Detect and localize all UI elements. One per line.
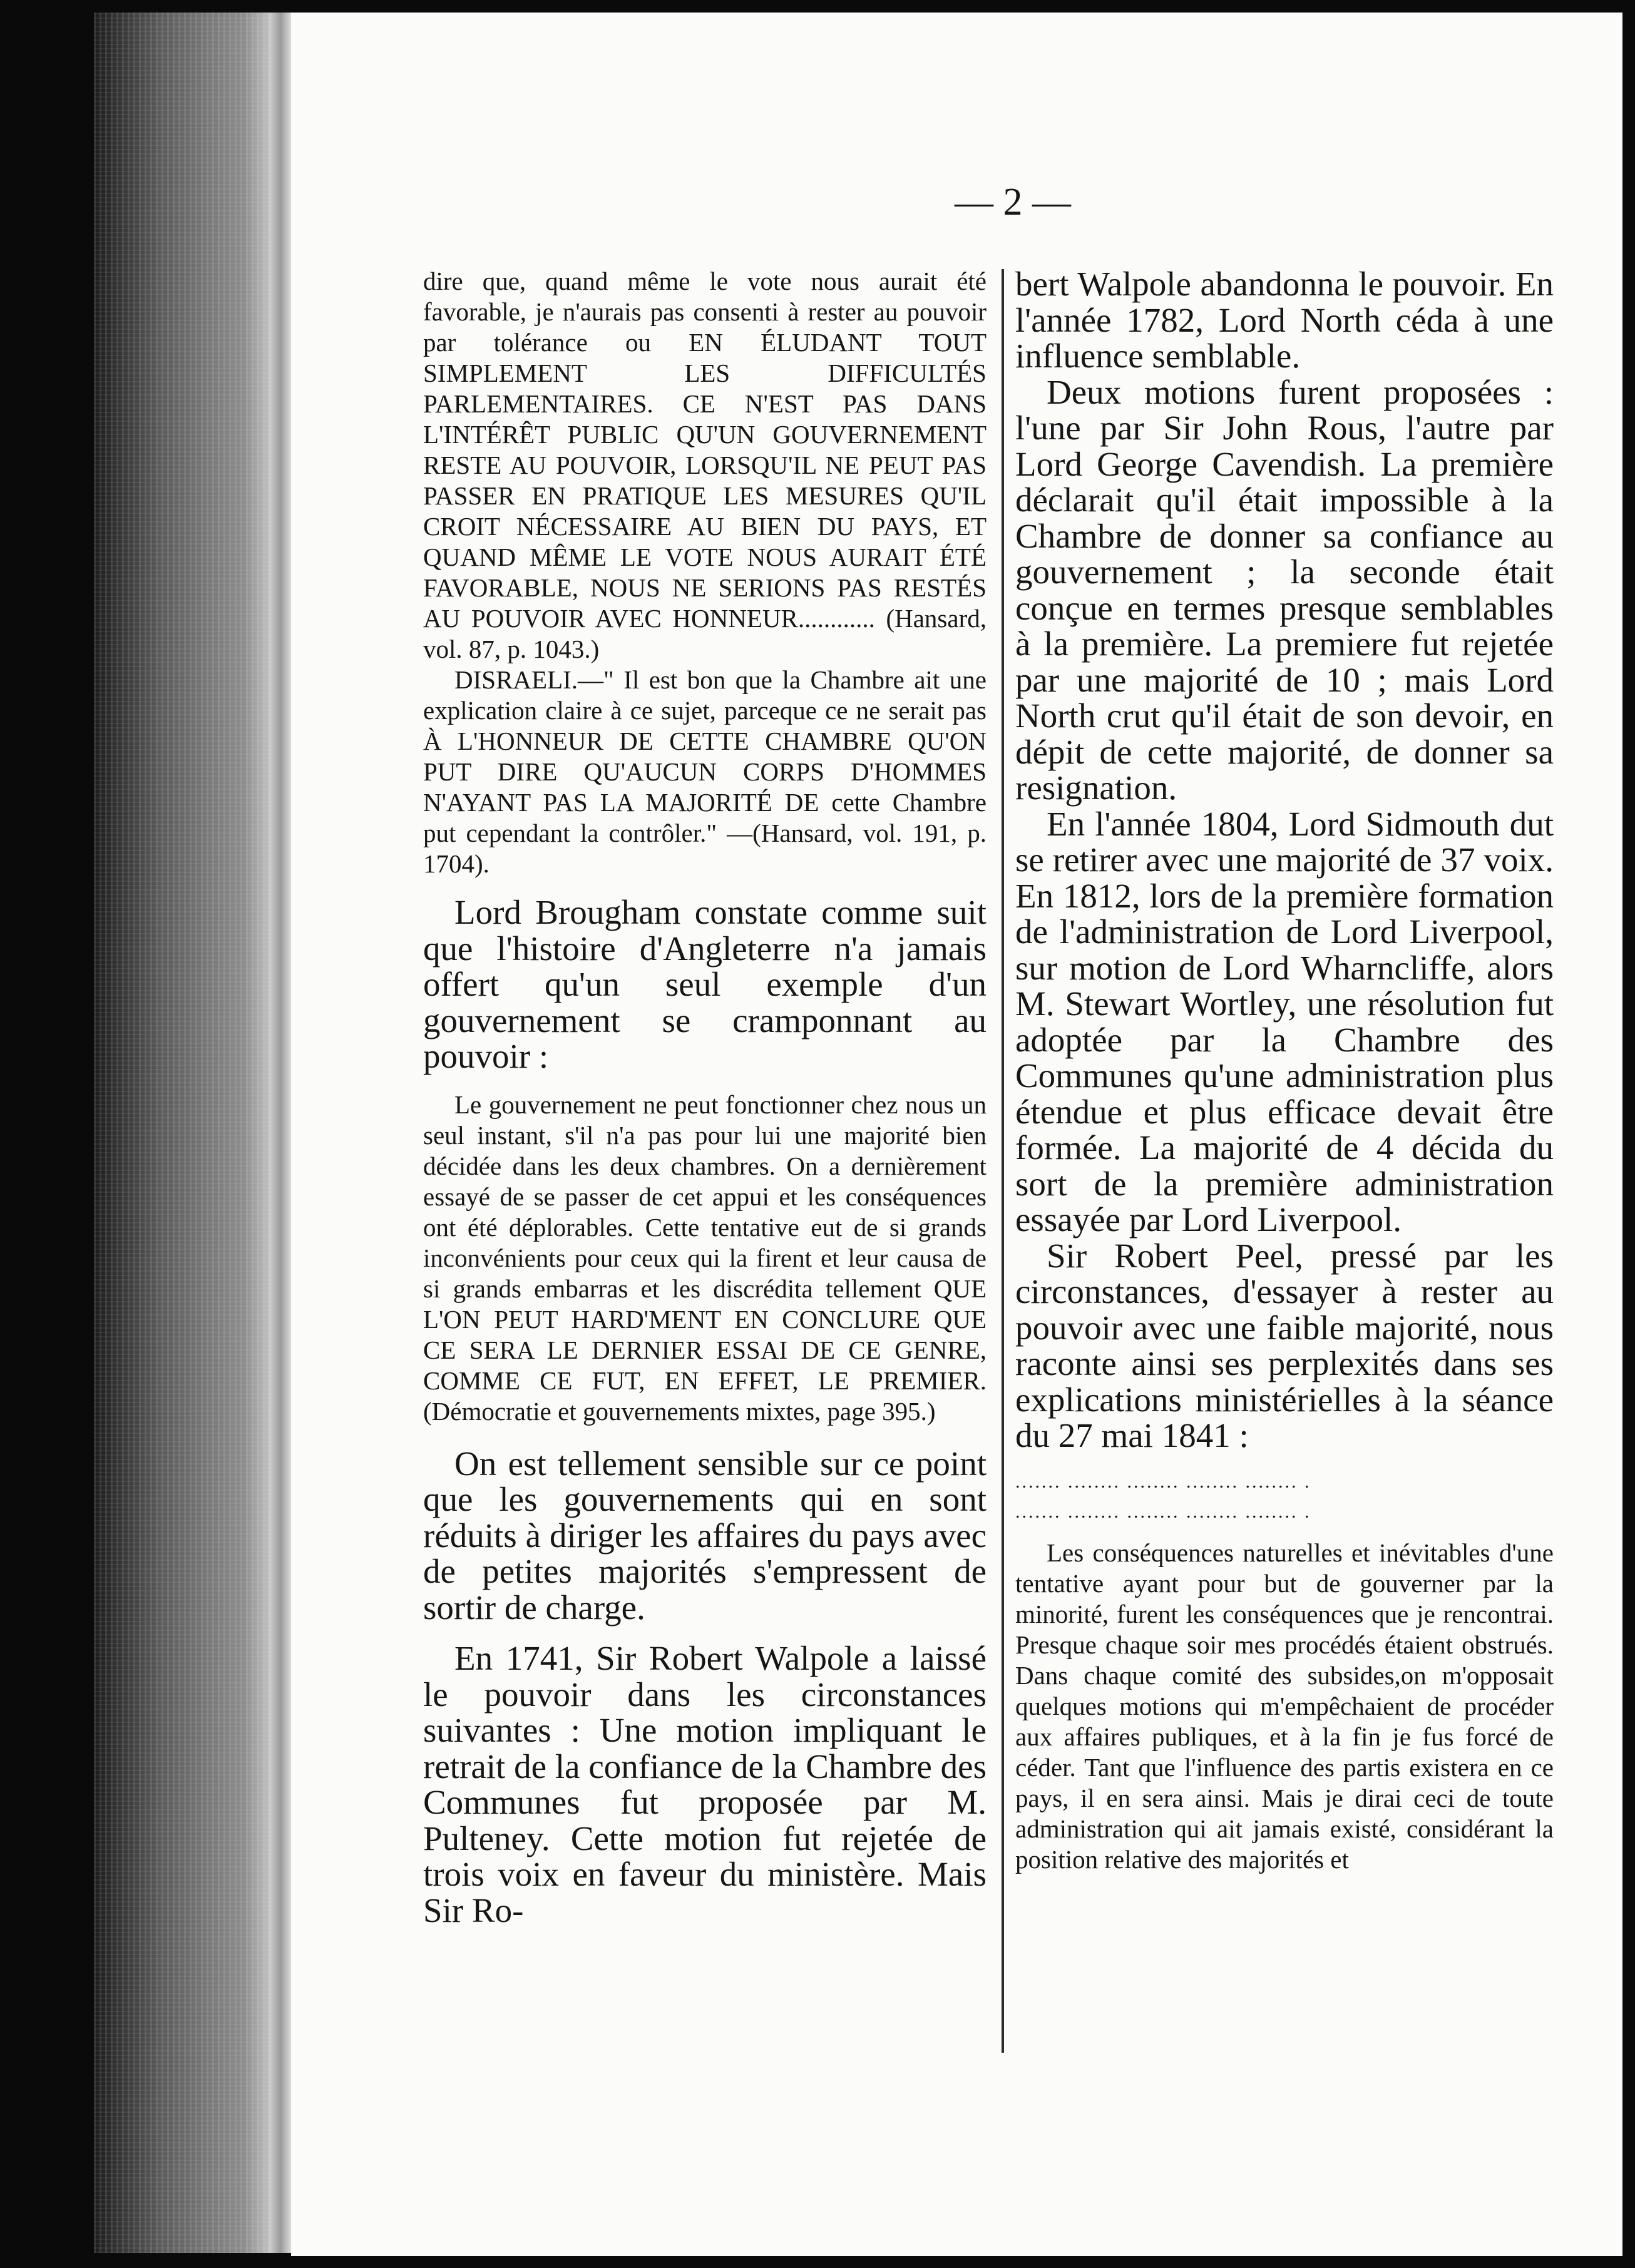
page-number: — 2 —	[955, 181, 1071, 223]
paragraph-robert-peel: Sir Robert Peel, pressé par les circonstances, d'essayer à rester au pouvoir avec une faible majorité, nous raconte ainsi ses perplexités dans ses explications ministérielles à la séance du 27 mai 1841 :	[1015, 1236, 1554, 1454]
paragraph-deux-motions: Deux motions furent proposées : l'une par Sir John Rous, l'autre par Lord George Cavendish. La première déclarait qu'il était impossible à la Chambre de donner sa confiance au gouvernement ; la seconde était conçue en termes presque semblables à la première. La premiere fut rejetée par une majorité de 10 ; mais Lord North crut qu'il était de son devoir, en dépit de cette majorité, de donner sa resignation.	[1015, 372, 1554, 807]
quote-brougham: Le gouvernement ne peut fonctionner chez nous un seul instant, s'il n'a pas pour lui une majorité bien décidée dans les deux chambres. On a dernièrement essayé de se passer de cet appui et les conséquences ont été déplorables. Cette tentative eut de si grands inconvénients pour ceux qui la firent et leur causa de si grands embarras et les discrédita tellement QUE L'ON PEUT HARD'MENT EN CONCLURE QUE CE SERA LE DERNIER ESSAI DE CE GENRE, COMME CE FUT, EN EFFET, LE PREMIER. (Démocratie et gouvernements mixtes, page 395.)	[423, 1090, 987, 1426]
column-divider	[1002, 269, 1004, 2053]
paragraph-walpole-1741: En 1741, Sir Robert Walpole a laissé le pouvoir dans les circonstances suivantes : Une motion impliquant le retrait de la confiance de la Chambre des Communes fut proposée par M. Pulteney. Cette motion fut rejetée de trois voix en faveur du ministère. Mais Sir Ro-	[423, 1639, 987, 1929]
paragraph-walpole-cont: bert Walpole abandonna le pouvoir. En l'année 1782, Lord North céda à une influence semblable.	[1015, 265, 1554, 375]
book-spine	[269, 13, 294, 2253]
ellipsis-line: ....... ........ ........ ........ ........ .	[1015, 1501, 1311, 1522]
book-page-edges	[94, 13, 282, 2253]
quote-peel-minorite: Les conséquences naturelles et inévitables d'une tentative ayant pour but de gouverner par la minorité, furent les conséquences que je rencontrai. Presque chaque soir mes procédés étaient obstrués. Dans chaque comité des subsides,on m'opposait quelques motions qui m'empêchaient de procéder aux affaires publiques, et à la fin je fus forcé de céder. Tant que l'influence des partis existera en ce pays, il en sera ainsi. Mais je dirai ceci de toute administration qui ait jamais existé, considérant la position relative des majorités et	[1015, 1538, 1554, 1874]
quote-disraeli: DISRAELI.—" Il est bon que la Chambre ait une explication claire à ce sujet, parceque ce ne serait pas À L'HONNEUR DE CETTE CHAMBRE QU'ON PUT DIRE QU'AUCUN CORPS D'HOMMES N'AYANT PAS LA MAJORITÉ DE cette Chambre put cependant la contrôler." —(Hansard, vol. 191, p. 1704).	[423, 665, 987, 878]
paragraph-petites-majorites: On est tellement sensible sur ce point que les gouvernements qui en sont réduits à diriger les affaires du pays avec de petites majorités s'empressent de sortir de charge.	[423, 1444, 987, 1627]
paragraph-brougham: Lord Brougham constate comme suit que l'histoire d'Angleterre n'a jamais offert qu'un seul exemple d'un gouvernement se cramponnant au pouvoir :	[423, 893, 987, 1075]
paragraph-sidmouth-1804: En l'année 1804, Lord Sidmouth dut se retirer avec une majorité de 37 voix. En 1812, lors de la première formation de l'administration de Lord Liverpool, sur motion de Lord Wharncliffe, alors M. Stewart Wortley, une résolution fut adoptée par la Chambre des Communes qu'une administration plus étendue et plus efficace devait être formée. La majorité de 4 décida du sort de la première administration essayée par Lord Liverpool.	[1015, 804, 1554, 1239]
quote-peel-honneur: dire que, quand même le vote nous aurait été favorable, je n'aurais pas consenti à rester au pouvoir par tolérance ou EN ÉLUDANT TOUT SIMPLEMENT LES DIFFICULTÉS PARLEMENTAIRES. CE N'EST PAS DANS L'INTÉRÊT PUBLIC QU'UN GOUVERNEMENT RESTE AU POUVOIR, LORSQU'IL NE PEUT PAS PASSER EN PRATIQUE LES MESURES QU'IL CROIT NÉCESSAIRE AU BIEN DU PAYS, ET QUAND MÊME LE VOTE NOUS AURAIT ÉTÉ FAVORABLE, NOUS NE SERIONS PAS RESTÉS AU POUVOIR AVEC HONNEUR............ (Hansard, vol. 87, p. 1043.)	[423, 267, 987, 663]
right-column	[1015, 266, 1554, 1875]
ellipsis-line: ....... ........ ........ ........ ........ .	[1015, 1471, 1311, 1492]
left-column	[423, 266, 987, 1928]
